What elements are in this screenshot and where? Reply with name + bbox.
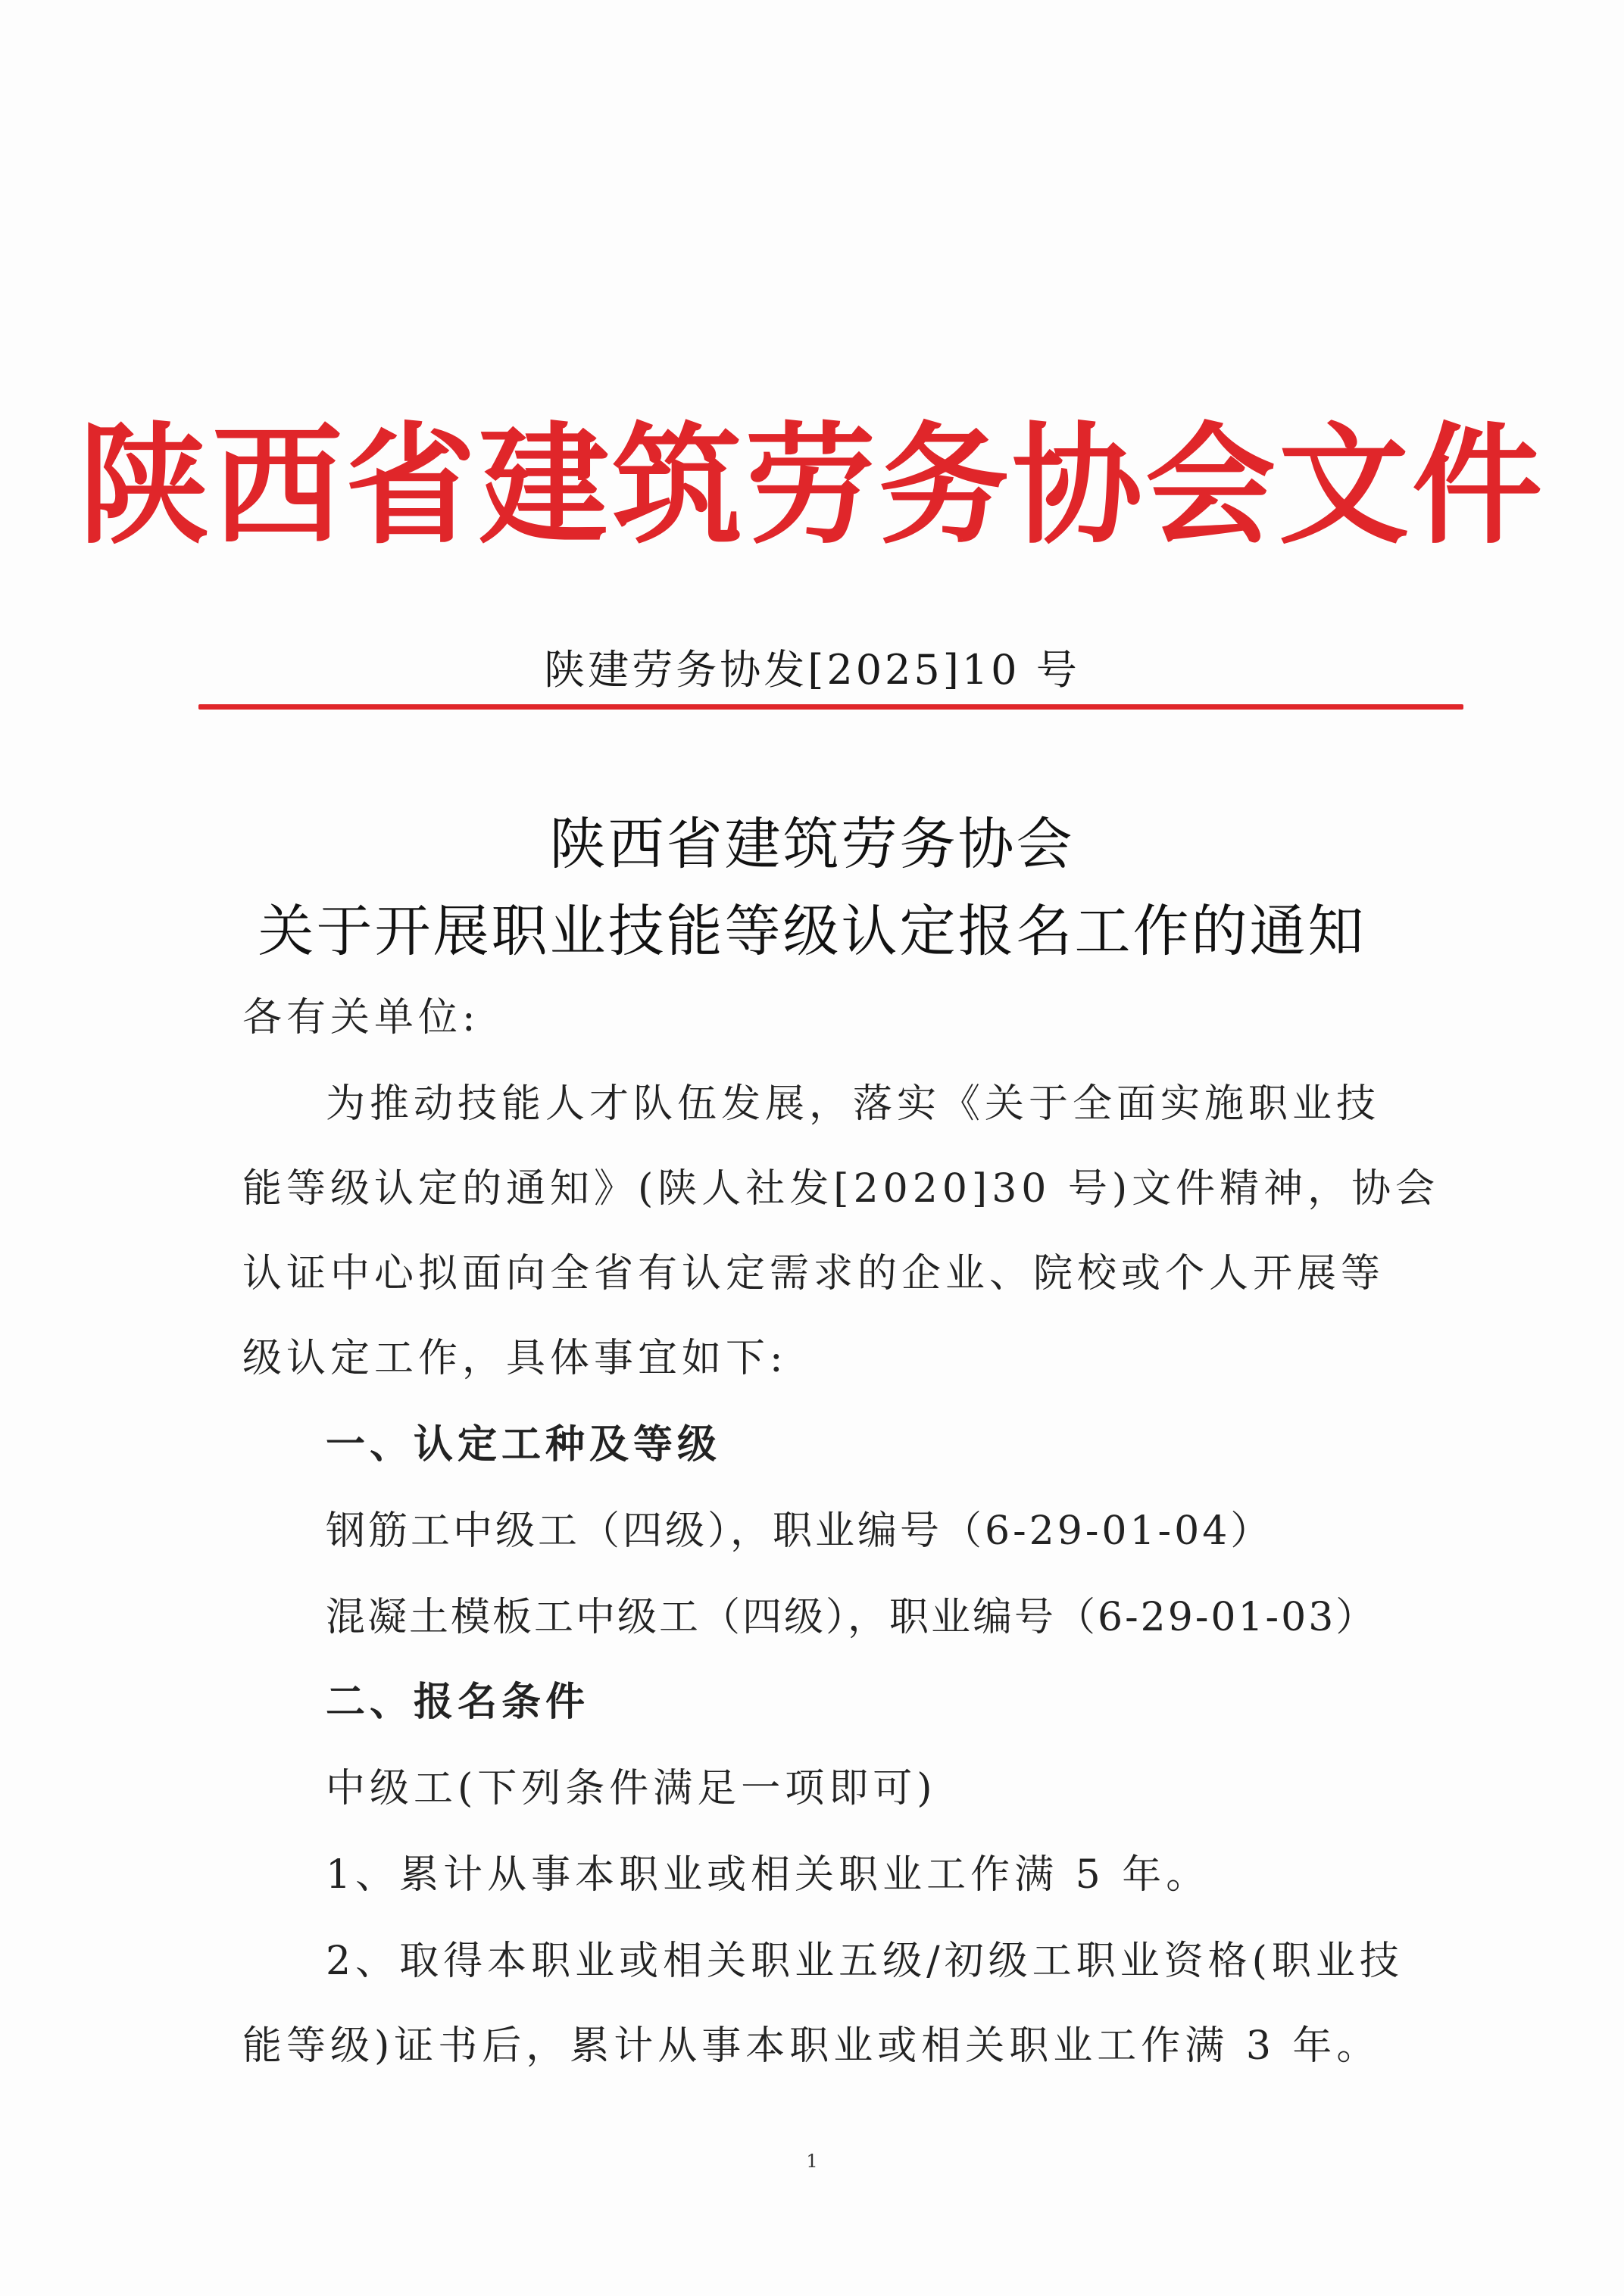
condition-1: 1、累计从事本职业或相关职业工作满 5 年。 — [326, 1852, 1210, 1898]
document-number: 陕建劳务协发[2025]10 号 — [544, 646, 1080, 694]
page-number: 1 — [806, 2151, 818, 2172]
red-divider-rule — [198, 704, 1463, 710]
paragraph-1-line-2: 能等级认定的通知》(陕人社发[2020]30 号)文件精神，协会 — [242, 1166, 1440, 1212]
notice-title-line-2: 关于开展职业技能等级认定报名工作的通知 — [258, 899, 1366, 964]
section-2-intro: 中级工(下列条件满足一项即可) — [326, 1766, 937, 1811]
condition-2-line-2: 能等级)证书后，累计从事本职业或相关职业工作满 3 年。 — [242, 2023, 1381, 2069]
section-1-item-1: 钢筋工中级工（四级），职业编号（6-29-01-04） — [326, 1508, 1273, 1554]
issuing-org-header: 陕西省建筑劳务协会文件 — [79, 408, 1545, 562]
condition-2-line-1: 2、取得本职业或相关职业五级/初级工职业资格(职业技 — [326, 1939, 1404, 1984]
paragraph-1-line-4: 级认定工作，具体事宜如下: — [242, 1336, 788, 1381]
salutation: 各有关单位: — [242, 995, 480, 1040]
section-1-heading: 一、认定工种及等级 — [326, 1422, 722, 1468]
section-1-item-2: 混凝土模板工中级工（四级），职业编号（6-29-01-03） — [326, 1595, 1378, 1640]
paragraph-1-line-3: 认证中心拟面向全省有认定需求的企业、院校或个人开展等 — [242, 1251, 1385, 1296]
paragraph-1-line-1: 为推动技能人才队伍发展，落实《关于全面实施职业技 — [326, 1081, 1381, 1127]
section-2-heading: 二、报名条件 — [326, 1680, 590, 1725]
notice-title-line-1: 陕西省建筑劳务协会 — [549, 812, 1075, 877]
